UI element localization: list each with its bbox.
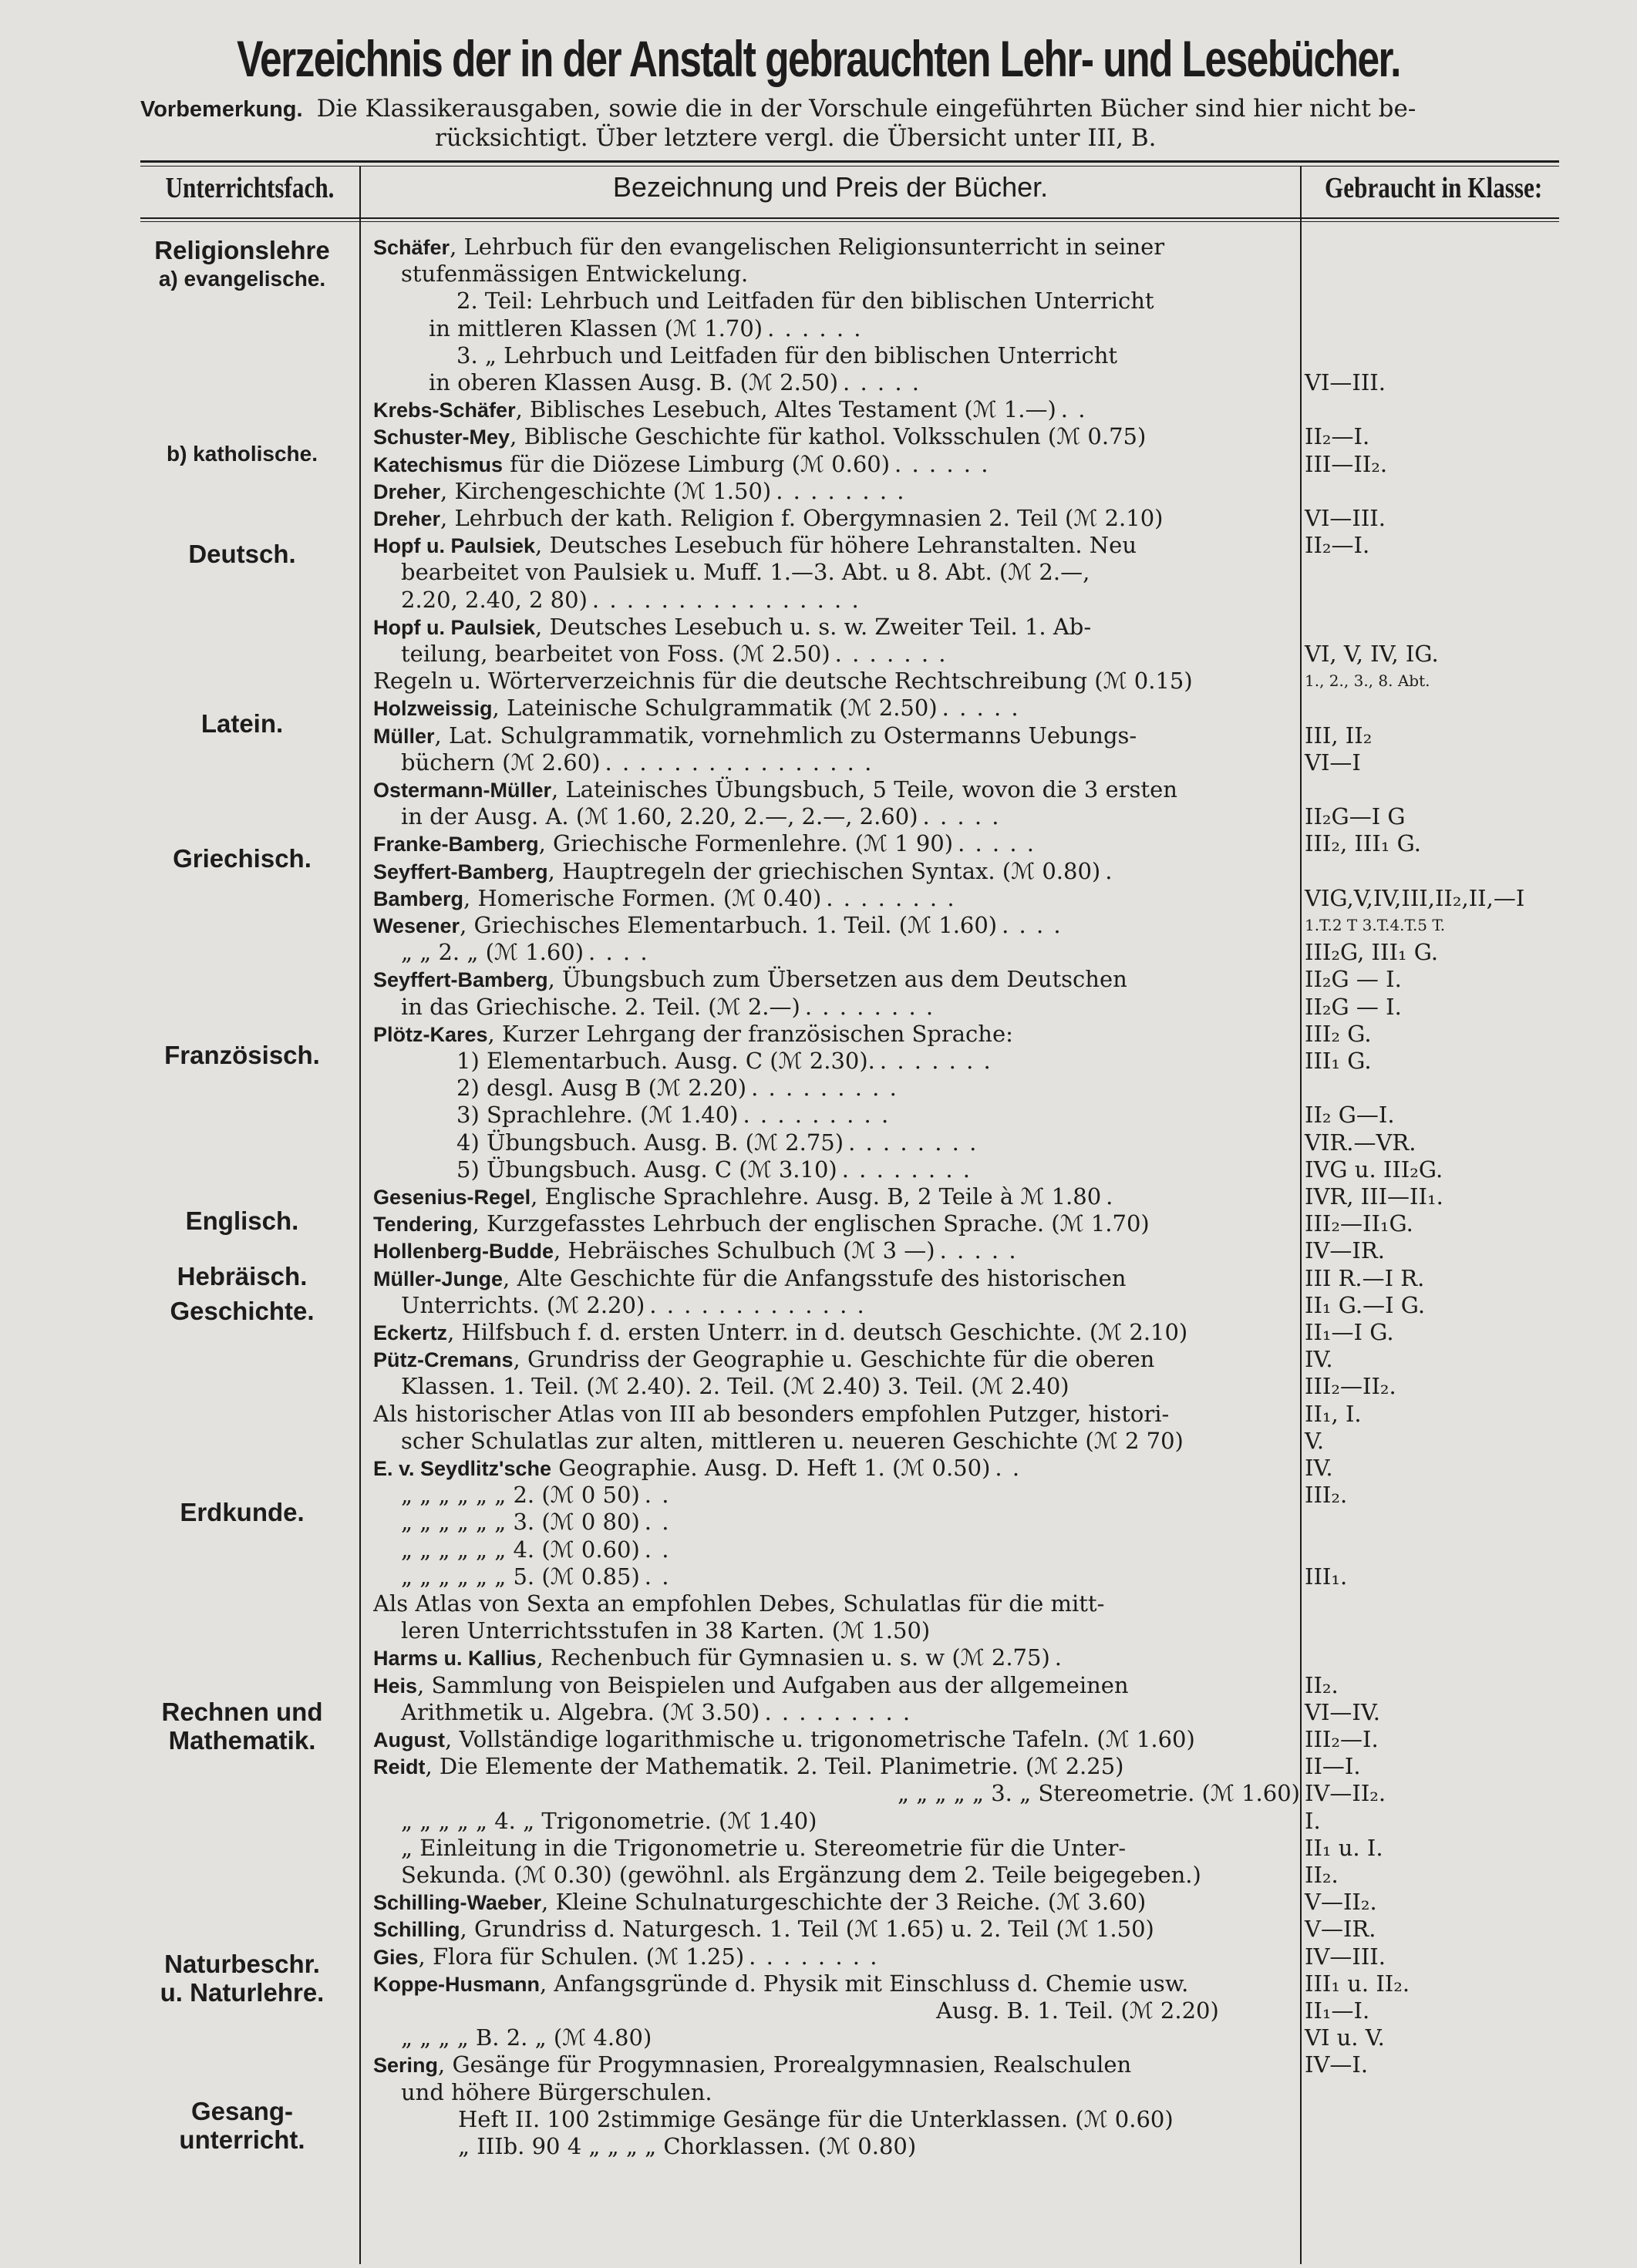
book-text: „ IIIb. 90 4 „ „ „ „ Chorklassen. (ℳ 0.80) <box>458 2133 917 2159</box>
book-text: in oberen Klassen Ausg. B. (ℳ 2.50) <box>429 369 839 395</box>
book-text: , Gesänge für Progymnasien, Prorealgymnasien, Realschulen <box>438 2051 1132 2078</box>
book-line <box>373 1508 1311 1536</box>
subject-line-1: Latein. <box>200 709 284 738</box>
book-author: Hollenberg-Budde <box>373 1240 554 1264</box>
book-text: Heft II. 100 2stimmige Gesänge für die Unterklassen. (ℳ 0.60) <box>458 2105 1174 2132</box>
subject-label <box>140 1950 344 2007</box>
subject-label <box>140 1206 344 1235</box>
book-text: 2.20, 2.40, 2 80) <box>401 586 588 613</box>
header-rule-bottom <box>140 217 1559 219</box>
book-author: Franke-Bamberg <box>373 833 539 856</box>
leader-dots: . . . . . . . . <box>749 1943 879 1970</box>
book-author: Katechismus <box>373 453 504 476</box>
subject-label <box>140 540 344 568</box>
subject-label <box>140 1297 344 1325</box>
book-line <box>373 287 1366 315</box>
leader-dots: . . <box>1060 396 1087 423</box>
class-entry: VI—III. <box>1305 369 1386 395</box>
class-entry: VI—I <box>1305 749 1361 776</box>
book-line <box>373 857 1283 885</box>
book-line <box>373 1970 1283 1997</box>
leader-dots: . <box>1054 1644 1063 1671</box>
book-line <box>373 1156 1366 1183</box>
leader-dots: . . <box>644 1482 671 1509</box>
class-entry: IV—II₂. <box>1305 1780 1386 1807</box>
book-text: , Grundriss der Geographie u. Geschichte für die oberen <box>513 1346 1155 1373</box>
book-text: , Rechenbuch für Gymnasien u. s. w (ℳ 2.75) <box>536 1644 1050 1671</box>
leader-dots: . . . . . . . . <box>841 1156 972 1183</box>
preface-line-2: rücksichtigt. Über letztere vergl. die Übersicht unter III, B. <box>435 124 1157 152</box>
book-author: Gies <box>373 1945 419 1969</box>
class-entry: II₁ u. I. <box>1305 1834 1383 1861</box>
book-line <box>373 1237 1283 1264</box>
book-text: 1) Elementarbuch. Ausg. C (ℳ 2.30). <box>456 1048 875 1074</box>
book-line <box>373 1264 1283 1292</box>
book-text: „ „ „ „ B. 2. „ (ℳ 4.80) <box>401 2024 652 2051</box>
book-author: Hopf u. Paulsiek <box>373 615 536 639</box>
book-author: Wesener <box>373 914 460 937</box>
header-classes: Gebraucht in Klasse: <box>1325 172 1543 204</box>
book-author: Heis <box>373 1674 418 1698</box>
subject-label <box>140 844 344 873</box>
book-line <box>373 694 1283 722</box>
class-entry: III₂. <box>1305 1482 1348 1509</box>
subject-line-1: Religionslehre <box>154 236 330 264</box>
subject-label <box>140 236 344 293</box>
class-entry: 1.T.2 T 3.T.4.T.5 T. <box>1305 916 1446 934</box>
book-author: Seyffert-Bamberg <box>373 860 548 883</box>
book-author: Gesenius-Regel <box>373 1186 531 1209</box>
class-entry: VI u. V. <box>1305 2024 1385 2051</box>
book-text: in das Griechische. 2. Teil. (ℳ 2.—) <box>401 993 800 1020</box>
book-line <box>373 395 1283 423</box>
book-line <box>373 1752 1283 1780</box>
book-line <box>373 1129 1366 1156</box>
class-entry: II₂G—I G <box>1305 803 1406 830</box>
book-line <box>373 1427 1311 1455</box>
book-line <box>373 1074 1366 1102</box>
subject-label <box>140 1262 344 1290</box>
book-line <box>373 1454 1283 1482</box>
subject-line-1: Naturbeschr. <box>164 1950 320 1978</box>
book-text: , Kleine Schulnaturgeschichte der 3 Reiche. (ℳ 3.60) <box>541 1889 1147 1916</box>
leader-dots: . . <box>644 1509 671 1536</box>
subject-line-2: a) evangelische. <box>158 267 326 291</box>
book-author: Krebs-Schäfer <box>373 399 516 422</box>
book-text: „ „ „ „ „ 3. „ Stereometrie. (ℳ 1.60) <box>898 1780 1300 1807</box>
book-line <box>373 1915 1283 1943</box>
book-text: 5) Übungsbuch. Ausg. C (ℳ 3.10) <box>456 1156 837 1183</box>
book-text: , Sammlung von Beispielen und Aufgaben aus der allgemeinen <box>417 1671 1129 1698</box>
book-author: Koppe-Husmann <box>373 1972 540 1996</box>
book-author: Bamberg <box>373 887 464 910</box>
class-entry: II₁, I. <box>1305 1400 1362 1427</box>
book-author: Dreher <box>373 507 441 530</box>
book-line <box>373 2024 1311 2051</box>
book-author: Reidt <box>373 1755 426 1779</box>
book-line <box>373 1318 1283 1346</box>
column-divider-1 <box>359 166 361 2264</box>
leader-dots: . . . . . . . . . <box>751 1075 898 1102</box>
class-entry: 1., 2., 3., 8. Abt. <box>1305 671 1430 691</box>
class-entry: II₂G — I. <box>1305 993 1402 1020</box>
book-text: , Deutsches Lesebuch u. s. w. Zweiter Teil. 1. Ab- <box>535 613 1092 640</box>
leader-dots: . . . . . <box>958 830 1036 857</box>
book-text: „ „ „ „ „ 4. „ Trigonometrie. (ℳ 1.40) <box>401 1807 817 1834</box>
subject-line-1: Französisch. <box>164 1041 320 1069</box>
book-line <box>373 2051 1283 2078</box>
book-author: Ostermann-Müller <box>373 779 552 802</box>
class-entry: III—II₂. <box>1305 450 1388 477</box>
book-text: Als historischer Atlas von III ab besonders empfohlen Putzger, histori- <box>373 1400 1170 1427</box>
leader-dots: . . . . . . . . <box>848 1129 978 1156</box>
leader-dots: . . . . <box>588 939 649 966</box>
book-text: und höhere Bürgerschulen. <box>401 2078 712 2105</box>
class-entry: VI—III. <box>1305 505 1386 531</box>
book-author: Pütz-Cremans <box>373 1348 514 1372</box>
book-text: , Die Elemente der Mathematik. 2. Teil. Planimetrie. (ℳ 2.25) <box>425 1753 1124 1780</box>
book-text: , Lehrbuch für den evangelischen Religionsunterricht in seiner <box>450 234 1165 260</box>
book-text: „ „ 2. „ (ℳ 1.60) <box>401 939 584 966</box>
leader-dots: . . . . . . . . . <box>743 1102 891 1129</box>
leader-dots: . . . . . . . . . <box>764 1698 912 1725</box>
class-entry: II₂—I. <box>1305 423 1370 450</box>
header-books: Bezeichnung und Preis der Bücher. <box>612 171 1049 203</box>
book-line <box>373 1861 1311 1889</box>
leader-dots: . . . . . . . . <box>776 477 906 504</box>
book-author: Plötz-Kares <box>373 1022 488 1046</box>
book-author: Müller-Junge <box>373 1267 504 1290</box>
subject-label <box>140 1698 344 1755</box>
book-text: Klassen. 1. Teil. (ℳ 2.40). 2. Teil. (ℳ 2.40) 3. Teil. (ℳ 2.40) <box>401 1373 1069 1400</box>
book-line <box>373 803 1311 830</box>
book-line <box>373 1481 1311 1509</box>
book-line <box>373 1590 1283 1617</box>
leader-dots: . . . . . . . . <box>826 884 956 911</box>
book-text: 3. „ Lehrbuch und Leitfaden für den biblischen Unterricht <box>456 342 1118 368</box>
book-line <box>373 233 1283 261</box>
page-title: Verzeichnis der in der Anstalt gebrauchten Lehr- und Lesebücher. <box>237 30 1400 87</box>
class-entry: III₁ G. <box>1305 1048 1372 1074</box>
book-line <box>373 1345 1283 1373</box>
book-line <box>373 1698 1311 1726</box>
book-line <box>373 315 1339 342</box>
book-line <box>373 531 1283 559</box>
book-line <box>373 722 1283 749</box>
book-line <box>373 1943 1283 1970</box>
book-text: , Grundriss d. Naturgesch. 1. Teil (ℳ 1.65) u. 2. Teil (ℳ 1.50) <box>460 1916 1154 1943</box>
column-divider-2 <box>1300 166 1302 2264</box>
class-entry: II₂ G—I. <box>1305 1102 1395 1129</box>
book-text: stufenmässigen Entwickelung. <box>401 261 749 288</box>
book-text: in der Ausg. A. (ℳ 1.60, 2.20, 2.—, 2.—, 2.60) <box>401 803 918 830</box>
book-text: , Übungsbuch zum Übersetzen aus dem Deutschen <box>547 966 1127 993</box>
class-entry: II₁—I G. <box>1305 1319 1394 1345</box>
class-entry: III, II₂ <box>1305 722 1373 749</box>
book-text: , Lateinisches Übungsbuch, 5 Teile, wovon die 3 ersten <box>551 776 1177 803</box>
subject-line-1: Englisch. <box>185 1206 299 1235</box>
book-author: Schuster-Mey <box>373 426 510 449</box>
book-line <box>373 1210 1283 1237</box>
book-line <box>373 640 1311 668</box>
book-line <box>373 2078 1311 2106</box>
book-line <box>373 260 1311 288</box>
header-subject: Unterrichtsfach. <box>165 172 335 204</box>
book-text: bearbeitet von Paulsiek u. Muff. 1.—3. Abt. u 8. Abt. (ℳ 2.—, <box>401 559 1090 586</box>
leader-dots: . . . . . . . . . . . . . . . . <box>605 749 874 776</box>
class-entry: IV. <box>1305 1346 1333 1373</box>
book-text: teilung, bearbeitet von Foss. (ℳ 2.50) <box>401 641 830 667</box>
class-entry: II₂. <box>1305 1862 1339 1888</box>
class-entry: III₂ G. <box>1305 1020 1372 1047</box>
book-author: Harms u. Kallius <box>373 1647 537 1671</box>
book-text: „ „ „ „ „ „ 2. (ℳ 0 50) <box>401 1482 640 1509</box>
book-text: , Alte Geschichte für die Anfangsstufe des historischen <box>503 1264 1127 1291</box>
book-text: Sekunda. (ℳ 0.30) (gewöhnl. als Ergänzung dem 2. Teile beigegeben.) <box>401 1862 1201 1888</box>
book-text: „ Einleitung in die Trigonometrie u. Stereometrie für die Unter- <box>401 1834 1127 1861</box>
book-author: Sering <box>373 2054 439 2078</box>
leader-dots: . . . . . . . <box>879 1048 992 1074</box>
book-line <box>373 1291 1311 1319</box>
leader-dots: . . <box>644 1563 671 1590</box>
leader-dots: . . . . . . . . <box>804 993 935 1020</box>
book-line <box>373 749 1311 776</box>
book-author: Schäfer <box>373 236 450 259</box>
book-text: Geographie. Ausg. D. Heft 1. (ℳ 0.50) <box>551 1455 991 1481</box>
subject-line-1: Griechisch. <box>173 844 312 873</box>
class-entry: II₂. <box>1305 1671 1339 1698</box>
book-line <box>373 884 1283 912</box>
book-line <box>373 1888 1283 1916</box>
book-text: , Kurzgefasstes Lehrbuch der englischen Sprache. (ℳ 1.70) <box>472 1210 1150 1237</box>
subject-line-1: Deutsch. <box>188 540 296 568</box>
class-entry: V—II₂. <box>1305 1889 1377 1916</box>
class-entry: III₂, III₁ G. <box>1305 830 1421 857</box>
book-text: , Lateinische Schulgrammatik (ℳ 2.50) <box>492 695 938 722</box>
preface-label: Vorbemerkung. <box>140 97 303 122</box>
book-author: Dreher <box>373 480 441 503</box>
book-text: „ „ „ „ „ „ 5. (ℳ 0.85) <box>401 1563 640 1590</box>
book-text: Arithmetik u. Algebra. (ℳ 3.50) <box>401 1698 760 1725</box>
book-text: , Vollständige logarithmische u. trigonometrische Tafeln. (ℳ 1.60) <box>444 1726 1195 1752</box>
class-entry: III₁ u. II₂. <box>1305 1970 1410 1997</box>
subject-line-1: b) katholische. <box>166 442 318 466</box>
book-line <box>373 1047 1366 1075</box>
class-entry: V—IR. <box>1305 1916 1376 1943</box>
leader-dots: . . . . . <box>922 803 1001 830</box>
class-entry: III₂—II₂. <box>1305 1373 1396 1400</box>
preface <box>140 94 1559 152</box>
book-text: , Hauptregeln der griechischen Syntax. (ℳ 0.80) <box>547 857 1101 884</box>
book-text: , Englische Sprachlehre. Ausg. B, 2 Teile à ℳ 1.80 <box>531 1183 1102 1210</box>
header-rule-top <box>140 160 1559 163</box>
book-line <box>373 477 1283 505</box>
class-entry: III₂—II₁G. <box>1305 1210 1413 1237</box>
book-line <box>373 1671 1283 1699</box>
book-text: , Kurzer Lehrgang der französischen Sprache: <box>487 1020 1013 1047</box>
header-rule-top-thin <box>140 166 1559 167</box>
book-text: Regeln u. Wörterverzeichnis für die deutsche Rechtschreibung (ℳ 0.15) <box>373 668 1193 695</box>
book-text: , Deutsches Lesebuch für höhere Lehranstalten. Neu <box>535 532 1137 559</box>
leader-dots: . . . . . . . <box>834 641 948 667</box>
class-entry: IVG u. III₂G. <box>1305 1156 1443 1183</box>
book-author: Eckertz <box>373 1321 448 1344</box>
class-entry: II₂—I. <box>1305 532 1370 559</box>
book-text: , Griechisches Elementarbuch. 1. Teil. (ℳ 1.60) <box>460 912 998 938</box>
class-entry: III₁. <box>1305 1563 1348 1590</box>
book-text: , Biblische Geschichte für kathol. Volksschulen (ℳ 0.75) <box>510 423 1147 450</box>
class-entry: VI, V, IV, IG. <box>1305 641 1439 667</box>
book-line <box>373 1617 1311 1644</box>
book-text: leren Unterrichtsstufen in 38 Karten. (ℳ 1.50) <box>401 1617 931 1644</box>
class-entry: II₁ G.—I G. <box>1305 1291 1426 1318</box>
book-author: Müller <box>373 724 435 748</box>
leader-dots: . . . . . <box>941 695 1020 722</box>
class-entry: VIG,V,IV,III,II₂,II,—I <box>1305 884 1525 911</box>
book-text: 2) desgl. Ausg B (ℳ 2.20) <box>456 1075 747 1102</box>
leader-dots: . . . . . <box>843 369 921 395</box>
subject-line-2: u. Naturlehre. <box>160 1978 325 2007</box>
leader-dots: . . . . . . . . . . . . . . . . <box>591 586 861 613</box>
book-text: 3) Sprachlehre. (ℳ 1.40) <box>456 1102 739 1129</box>
book-author: Hopf u. Paulsiek <box>373 534 536 558</box>
class-entry: III₂—I. <box>1305 1726 1379 1752</box>
book-line <box>373 2105 1368 2133</box>
subject-label <box>140 1498 344 1526</box>
book-text: in mittleren Klassen (ℳ 1.70) <box>429 315 763 342</box>
subject-line-1: Rechnen und <box>161 1698 323 1726</box>
leader-dots: . . . . . . <box>767 315 863 342</box>
book-line <box>373 667 1283 695</box>
book-text: scher Schulatlas zur alten, mittleren u. neueren Geschichte (ℳ 2 70) <box>401 1427 1184 1454</box>
preface-line-1: Die Klassikerausgaben, sowie die in der Vorschule eingeführten Bücher sind hier nicht be- <box>316 95 1416 123</box>
book-line <box>373 368 1339 396</box>
book-line <box>373 2132 1368 2160</box>
book-author: Holzweissig <box>373 697 493 721</box>
leader-dots: . . <box>644 1536 671 1563</box>
class-entry: IV—I. <box>1305 2051 1369 2078</box>
book-text: für die Diözese Limburg (ℳ 0.60) <box>503 450 891 477</box>
book-line <box>373 558 1311 586</box>
class-entry: II₂G — I. <box>1305 966 1402 993</box>
book-text: Als Atlas von Sexta an empfohlen Debes, Schulatlas für die mitt- <box>373 1590 1105 1617</box>
book-text: 2. Teil: Lehrbuch und Leitfaden für den biblischen Unterricht <box>456 288 1154 315</box>
book-text: , Flora für Schulen. (ℳ 1.25) <box>418 1943 745 1970</box>
subject-label <box>140 1041 344 1069</box>
leader-dots: . <box>1106 1183 1115 1210</box>
book-text: Ausg. B. 1. Teil. (ℳ 2.20) <box>936 1997 1219 2024</box>
book-line <box>373 613 1283 641</box>
book-author: Tendering <box>373 1213 473 1237</box>
leader-dots: . <box>1105 857 1114 884</box>
class-entry: VI—IV. <box>1305 1698 1380 1725</box>
book-text: „ „ „ „ „ „ 4. (ℳ 0.60) <box>401 1536 640 1563</box>
class-entry: IVR, III—II₁. <box>1305 1183 1443 1210</box>
book-line <box>373 1183 1283 1210</box>
class-entry: III₂G, III₁ G. <box>1305 939 1439 966</box>
book-author: E. v. Seydlitz'sche <box>373 1457 552 1480</box>
leader-dots: . . . . <box>1002 912 1063 938</box>
book-line <box>373 342 1366 369</box>
book-line <box>373 1563 1311 1590</box>
book-line <box>373 1400 1283 1428</box>
class-entry: IV—IR. <box>1305 1237 1385 1264</box>
book-text: , Lat. Schulgrammatik, vornehmlich zu Ostermanns Uebungs- <box>434 722 1137 749</box>
subject-line-2: unterricht. <box>179 2125 305 2154</box>
subject-line-1: Erdkunde. <box>180 1498 305 1526</box>
class-entry: II₁—I. <box>1305 1997 1370 2024</box>
header-rule-bottom-thin <box>140 221 1559 222</box>
subject-line-2: Mathematik. <box>168 1726 316 1755</box>
book-author: Seyffert-Bamberg <box>373 968 548 992</box>
book-line <box>373 422 1283 450</box>
book-author: Schilling <box>373 1918 460 1942</box>
book-line <box>373 1372 1311 1400</box>
book-line <box>373 938 1311 966</box>
book-text: büchern (ℳ 2.60) <box>401 749 601 776</box>
subject-line-1: Gesang- <box>190 2097 294 2125</box>
book-line <box>373 1807 1311 1835</box>
class-entry: IV. <box>1305 1455 1333 1481</box>
leader-dots: . . <box>995 1455 1022 1481</box>
class-entry: V. <box>1305 1427 1325 1454</box>
subject-label <box>140 709 344 738</box>
book-text: , Homerische Formen. (ℳ 0.40) <box>463 884 822 911</box>
class-entry: II—I. <box>1305 1753 1361 1780</box>
book-text: , Griechische Formenlehre. (ℳ 1 90) <box>538 830 954 857</box>
book-line <box>373 1020 1283 1048</box>
book-text: , Kirchengeschichte (ℳ 1.50) <box>440 477 772 504</box>
book-line <box>373 911 1283 939</box>
book-text: 4) Übungsbuch. Ausg. B. (ℳ 2.75) <box>456 1129 844 1156</box>
leader-dots: . . . . . . <box>894 450 990 477</box>
subject-label <box>140 2097 344 2154</box>
book-text: Unterrichts. (ℳ 2.20) <box>401 1291 645 1318</box>
book-line <box>373 993 1311 1021</box>
book-line <box>373 1101 1366 1129</box>
book-text: , Hilfsbuch f. d. ersten Unterr. in d. deutsch Geschichte. (ℳ 2.10) <box>447 1319 1188 1345</box>
book-author: August <box>373 1728 445 1751</box>
class-entry: I. <box>1305 1807 1321 1834</box>
book-text: , Biblisches Lesebuch, Altes Testament (ℳ 1.—) <box>515 396 1056 423</box>
class-entry: IV—III. <box>1305 1943 1386 1970</box>
book-line <box>373 1725 1283 1753</box>
book-line <box>373 776 1283 803</box>
subject-line-1: Geschichte. <box>170 1297 315 1325</box>
book-line <box>373 829 1283 857</box>
leader-dots: . . . . . <box>939 1237 1018 1264</box>
book-line <box>373 1644 1283 1671</box>
book-line <box>373 1536 1311 1563</box>
leader-dots: . . . . . . . . . . . . . <box>649 1291 866 1318</box>
book-line <box>373 965 1283 993</box>
book-line <box>373 504 1283 532</box>
book-text: , Lehrbuch der kath. Religion f. Obergymnasien 2. Teil (ℳ 2.10) <box>440 505 1164 531</box>
book-line <box>373 586 1311 614</box>
book-author: Schilling-Waeber <box>373 1891 542 1915</box>
class-entry: VIR.—VR. <box>1305 1129 1416 1156</box>
class-entry: III R.—I R. <box>1305 1264 1425 1291</box>
subject-line-1: Hebräisch. <box>177 1262 308 1290</box>
subject-label <box>140 439 344 468</box>
book-text: „ „ „ „ „ „ 3. (ℳ 0 80) <box>401 1509 640 1536</box>
book-text: , Anfangsgründe d. Physik mit Einschluss d. Chemie usw. <box>540 1970 1189 1997</box>
book-text: , Hebräisches Schulbuch (ℳ 3 —) <box>554 1237 935 1264</box>
book-line <box>373 450 1283 478</box>
book-line <box>373 1834 1311 1862</box>
